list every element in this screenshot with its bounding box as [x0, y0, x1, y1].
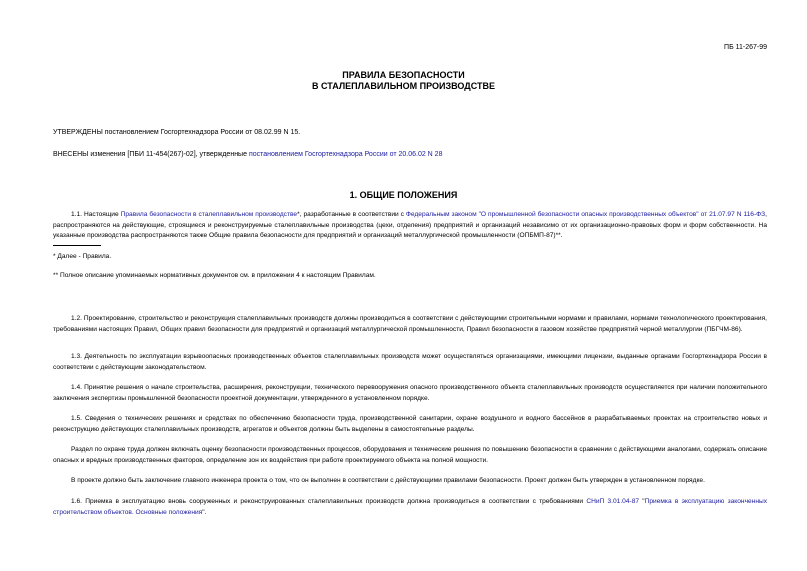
document-code: ПБ 11-267-99 [724, 44, 767, 51]
p1-6-text-c: ". [202, 508, 207, 516]
section-title: 1. ОБЩИЕ ПОЛОЖЕНИЯ [349, 190, 458, 200]
p1-1-text-c: , распространяются на действующие, строящиеся и реконструируемые сталеплавильные производства (цехи, отделения) предприятий и организаций независимо от их организационно-правовых форм и форм собственности. На указанные производства распространяются также Общие правила безопасности для предприятий и организаций металлургической промышленности (ОПБМП-87)**. [53, 211, 767, 239]
p1-6-text-b: " [639, 498, 645, 505]
acceptance-rules-link[interactable]: Приемка в эксплуатацию законченных строительством объектов. Основные положения [53, 498, 767, 516]
federal-law-link[interactable]: Федеральным законом "О промышленной безопасности опасных производственных объектов" от 21.07.97 N 116-ФЗ [405, 211, 766, 218]
amended-text: изменения [ПБИ 11-454(267)-02], утвержденные [88, 151, 249, 158]
footnote-separator [53, 245, 101, 246]
p1-1-text-a: 1.1. Настоящие [71, 211, 121, 218]
amended-label: ВНЕСЕНЫ [53, 151, 89, 158]
amended-line [53, 150, 773, 160]
footnote-2: ** Полное описание упоминаемых нормативных документов см. в приложении 4 к настоящим Правилам. [53, 272, 376, 279]
paragraph-1-6 [53, 497, 767, 518]
paragraph-1-5-conclusion: В проекте должно быть заключение главного инженера проекта о том, что он выполнен в соответствии с действующими правилами безопасности. Проект должен быть утвержден в установленном порядке. [71, 477, 705, 484]
paragraph-1-3: 1.3. Деятельность по эксплуатации взрывоопасных производственных объектов сталеплавильных производств может осуществляться организациями, имеющими лицензии, выданные органами Госгортехнадзора России в соответствии с действующим законодательством. [53, 353, 767, 371]
footnote-1: * Далее - Правила. [53, 253, 112, 260]
paragraph-1-4: 1.4. Принятие решения о начале строительства, расширения, реконструкции, технического перевооружения опасного производственного объекта сталеплавильных производств осуществляется при наличии положительного заключения экспертизы промышленной безопасности проектной документации, утвержденного в установленном порядке. [53, 384, 767, 402]
paragraph-1-5-safety-section: Раздел по охране труда должен включать оценку безопасности производственных процессов, оборудования и технические решения по повышению безопасности в сравнении с действующими аналогами, содержать описание опасных и вредных производственных факторов, определение зон их воздействия при работе проектируемого объекта на полной мощности. [53, 446, 767, 464]
snip-link[interactable]: СНиП 3.01.04-87 [586, 498, 640, 505]
paragraph-1-5: 1.5. Сведения о технических решениях и средствах по обеспечению безопасности труда, производственной санитарии, охране воздушного и водного бассейнов в разрабатываемых проектах на строительство новых и реконструкцию действующих сталеплавильных производств, агрегатов и объектов должны быть выделены в самостоятельные разделы. [53, 415, 767, 433]
amendment-decree-link[interactable]: постановлением Госгортехнадзора России от 20.06.02 N 28 [248, 151, 443, 158]
rules-link[interactable]: Правила безопасности в сталеплавильном производстве [120, 211, 298, 218]
paragraph-1-1 [53, 210, 767, 242]
p1-1-text-b: *, разработанные в соответствии с [297, 211, 406, 218]
approved-label: УТВЕРЖДЕНЫ [53, 129, 103, 136]
approved-line [53, 128, 773, 138]
paragraph-1-2: 1.2. Проектирование, строительство и реконструкция сталеплавильных производств должны производиться в соответствии с действующими строительными нормами и правилами, нормами технологического проектирования, требованиями настоящих Правил, Общих правил безопасности для предприятий и организаций металлургической промышленности, Правил безопасности в газовом хозяйстве предприятий черной металлургии (ПБГЧМ-86). [53, 315, 767, 333]
title-line-1: ПРАВИЛА БЕЗОПАСНОСТИ [342, 70, 465, 80]
p1-6-text-a: 1.6. Приемка в эксплуатацию вновь сооруженных и реконструированных сталеплавильных производств должна производиться в соответствии с требованиями [71, 498, 587, 505]
approved-text: постановлением Госгортехнадзора России от 08.02.99 N 15. [102, 129, 301, 136]
document-title [0, 70, 807, 92]
title-line-2: В СТАЛЕПЛАВИЛЬНОМ ПРОИЗВОДСТВЕ [312, 81, 495, 91]
